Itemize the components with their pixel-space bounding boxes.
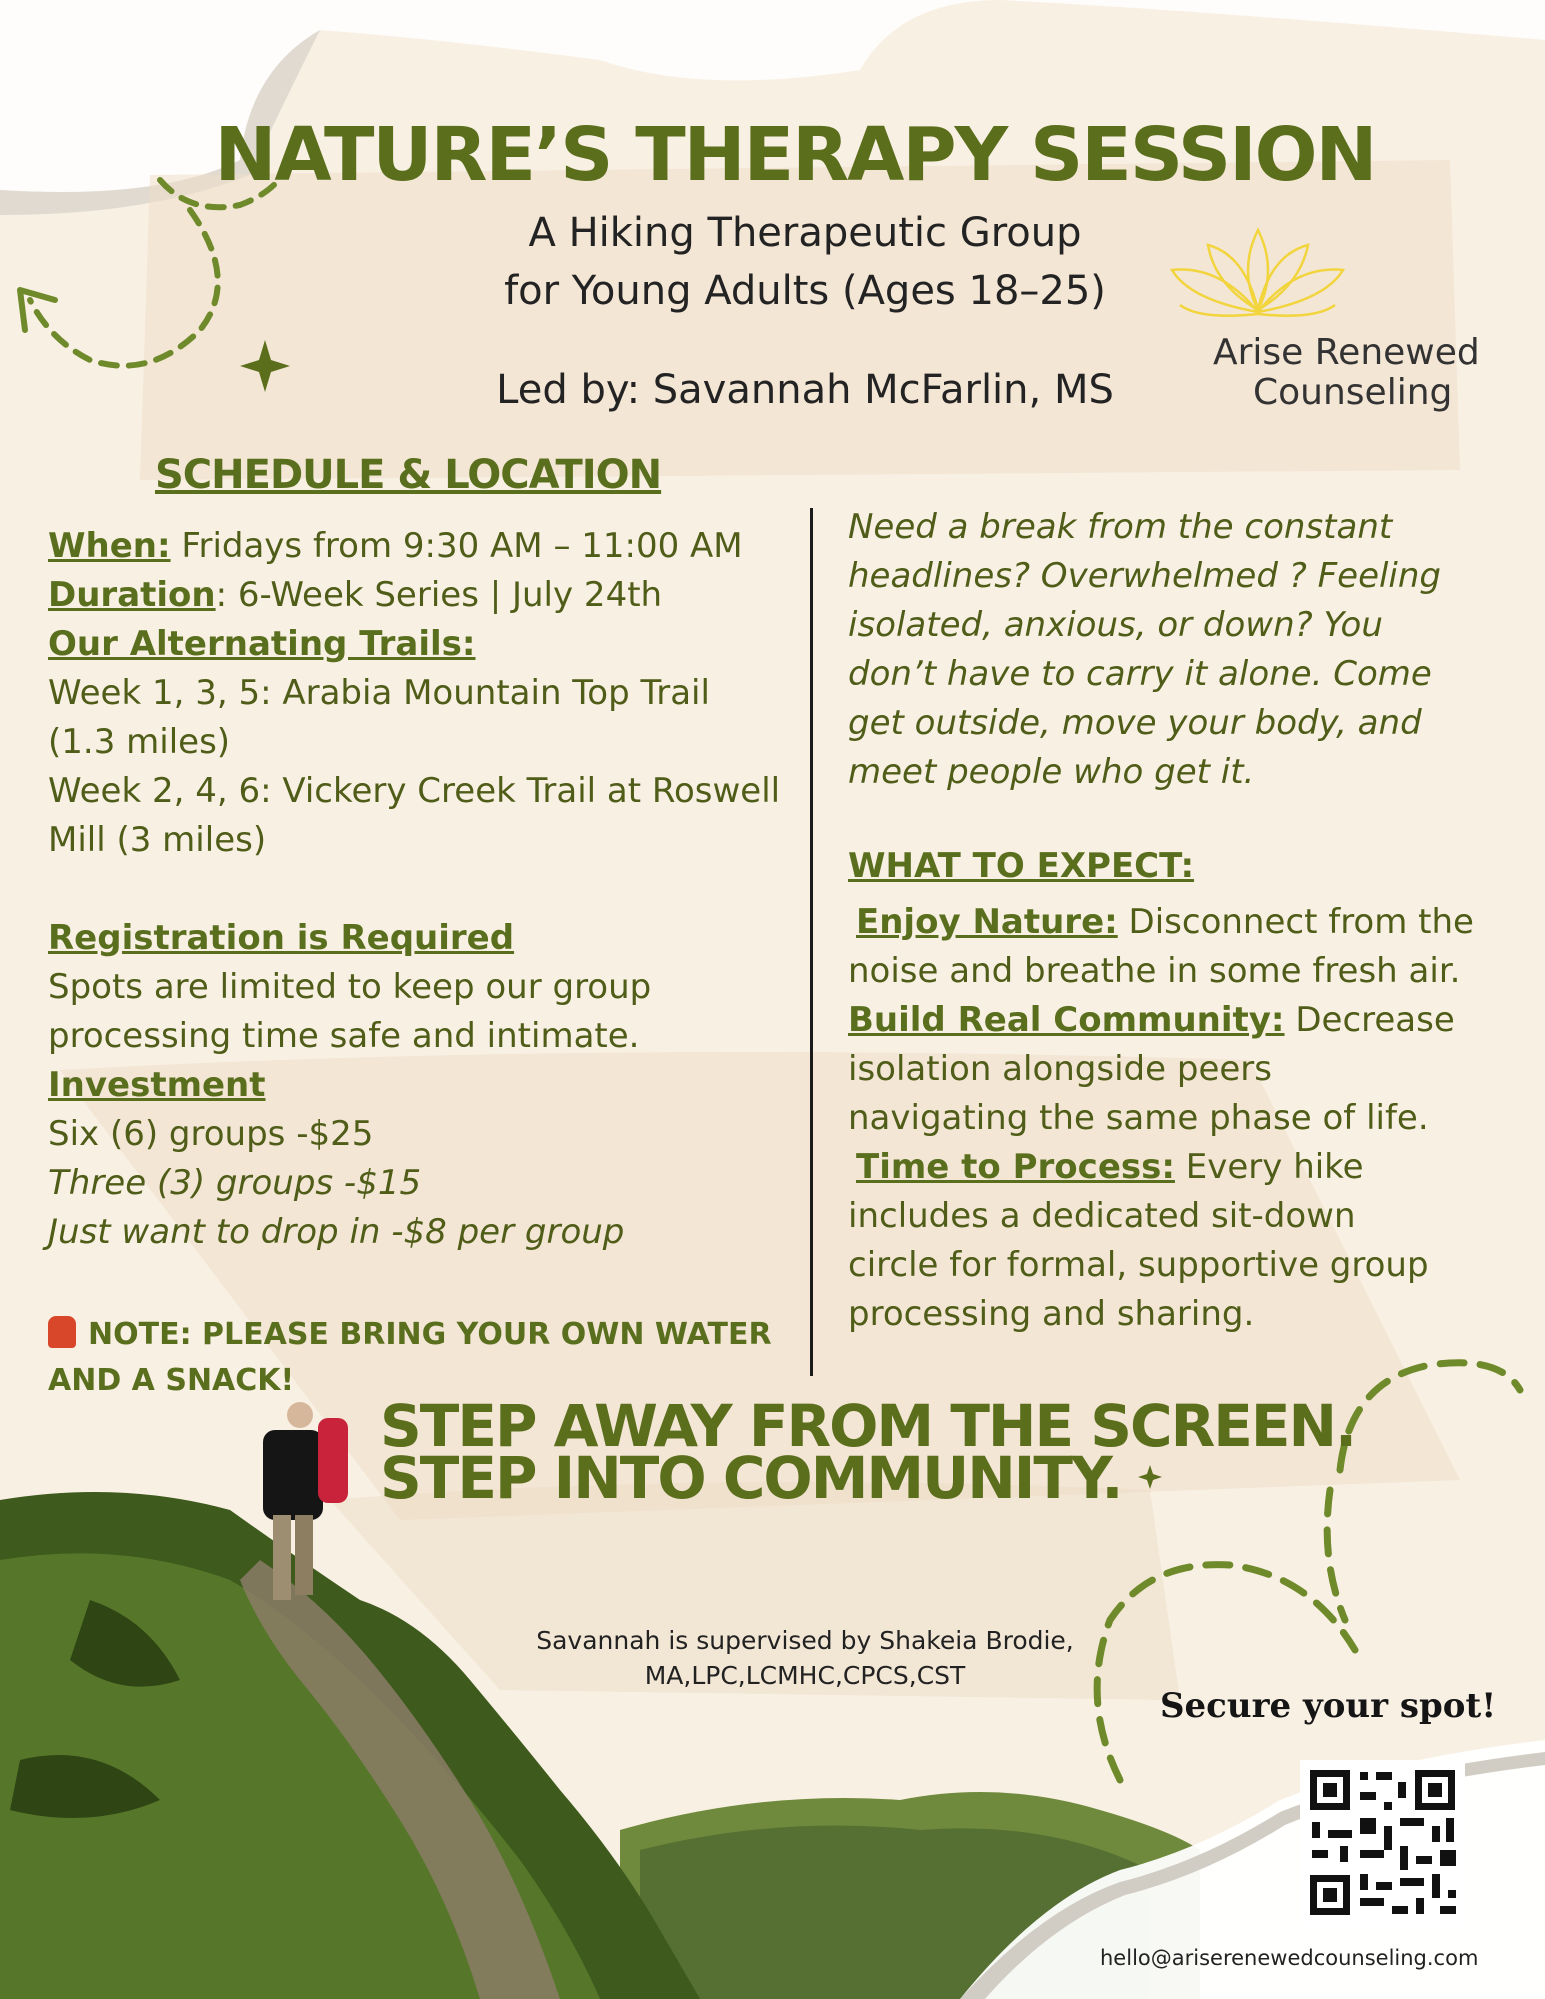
expect-item-3-label: Time to Process:: [856, 1147, 1175, 1187]
intro-line-6: meet people who get it.: [848, 752, 1255, 792]
hiker-figure: [263, 1402, 348, 1600]
duration-value: : 6-Week Series | July 24th: [215, 575, 663, 615]
price-six-groups: Six (6) groups -$25: [48, 1114, 374, 1154]
subtitle-line-2: for Young Adults (Ages 18–25): [504, 268, 1106, 314]
backpack-icon: [48, 1316, 76, 1348]
page-title: NATURE’S THERAPY SESSION: [214, 112, 1376, 198]
expect-item-3-line-4: processing and sharing.: [848, 1294, 1255, 1334]
note: [48, 1312, 808, 1404]
trail-1-line-1: Week 1, 3, 5: Arabia Mountain Top Trail: [48, 673, 710, 713]
investment-label: Investment: [48, 1065, 266, 1105]
subtitle-line-1: A Hiking Therapeutic Group: [528, 210, 1082, 256]
intro-paragraph: [848, 503, 1538, 797]
trails-label: Our Alternating Trails:: [48, 624, 476, 664]
qr-code: [1300, 1760, 1465, 1925]
intro-line-1: Need a break from the constant: [848, 507, 1393, 547]
duration-row: [48, 571, 788, 620]
expect-item-1-line-2: noise and breathe in some fresh air.: [848, 951, 1461, 991]
trail-1-line-2: (1.3 miles): [48, 722, 231, 762]
led-by: Led by: Savannah McFarlin, MS: [496, 367, 1114, 413]
trail-2-line-1: Week 2, 4, 6: Vickery Creek Trail at Roswell: [48, 771, 781, 811]
tagline-line-1: STEP AWAY FROM THE SCREEN.: [380, 1392, 1356, 1460]
expect-item-3-line-1: Every hike: [1174, 1147, 1364, 1187]
trail-2-line-2: Mill (3 miles): [48, 820, 267, 860]
price-drop-in: Just want to drop in -$8 per group: [48, 1212, 625, 1252]
expect-item-3-line-3: circle for formal, supportive group: [848, 1245, 1429, 1285]
expect-item-2: [848, 996, 1538, 1045]
registration-line-2: processing time safe and intimate.: [48, 1016, 640, 1056]
expect-item-2-label: Build Real Community:: [848, 1000, 1285, 1040]
expect-heading: WHAT TO EXPECT:: [848, 846, 1195, 886]
supervision-line-1: Savannah is supervised by Shakeia Brodie,: [536, 1626, 1074, 1655]
note-line-2: AND A SNACK!: [48, 1363, 295, 1398]
intro-line-2: headlines? Overwhelmed ? Feeling: [848, 556, 1442, 596]
expect-item-3: [848, 1143, 1538, 1192]
when-label: When:: [48, 526, 171, 566]
expect-item-2-line-1: Decrease: [1284, 1000, 1455, 1040]
expect-item-3-line-2: includes a dedicated sit-down: [848, 1196, 1356, 1236]
expect-item-1: [848, 898, 1538, 947]
contact-email[interactable]: hello@ariserenewedcounseling.com: [1100, 1946, 1479, 1970]
expect-item-2-line-3: navigating the same phase of life.: [848, 1098, 1429, 1138]
intro-line-3: isolated, anxious, or down? You: [848, 605, 1383, 645]
price-three-groups: Three (3) groups -$15: [48, 1163, 422, 1203]
expect-section: [848, 898, 1538, 1339]
when-value: Fridays from 9:30 AM – 11:00 AM: [170, 526, 743, 566]
supervision-line-2: MA,LPC,LCMHC,CPCS,CST: [644, 1661, 966, 1690]
logo-line-2: Counseling: [1253, 372, 1453, 413]
column-divider: [810, 508, 813, 1376]
registration-line-1: Spots are limited to keep our group: [48, 967, 652, 1007]
duration-label: Duration: [48, 575, 216, 615]
expect-item-1-line-1: Disconnect from the: [1117, 902, 1474, 942]
when-row: [48, 522, 788, 571]
cta-secure-spot: Secure your spot!: [1160, 1686, 1497, 1726]
supervision-note: [515, 1623, 1095, 1693]
registration-label: Registration is Required: [48, 918, 515, 958]
intro-line-5: get outside, move your body, and: [848, 703, 1422, 743]
logo-line-1: Arise Renewed: [1213, 332, 1480, 373]
intro-line-4: don’t have to carry it alone. Come: [848, 654, 1432, 694]
note-line-1: NOTE: PLEASE BRING YOUR OWN WATER: [88, 1317, 772, 1352]
expect-item-2-line-2: isolation alongside peers: [848, 1049, 1272, 1089]
expect-item-1-label: Enjoy Nature:: [856, 902, 1118, 942]
schedule-section: [48, 522, 788, 1257]
tagline-line-2: STEP INTO COMMUNITY.: [380, 1444, 1122, 1512]
schedule-heading: SCHEDULE & LOCATION: [155, 452, 662, 498]
